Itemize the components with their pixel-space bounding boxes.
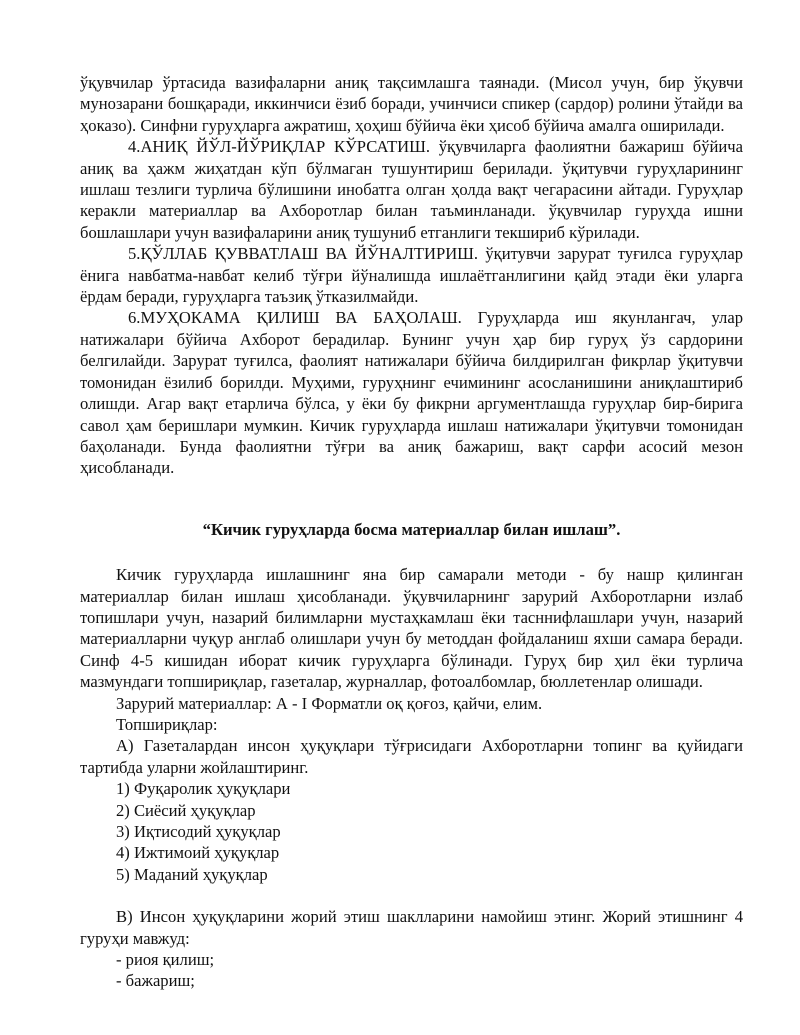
task-a: А) Газеталардан инсон ҳуқуқлари тўғрисидаги Ахборотларни топинг ва қуйидаги тартибда уларни жойлаштиринг. bbox=[80, 736, 743, 777]
paragraph-step-4: 4.АНИҚ ЙЎЛ-ЙЎРИҚЛАР КЎРСАТИШ. ўқувчиларга фаолиятни бажариш бўйича аниқ ва ҳажм жиҳатдан кўп бўлмаган тушунтириш берилади. ўқитувчи гуруҳларининг ишлаш тезлиги турлича бўлишини инобатга олган ҳолда вақт чегарасини айтади. Гуруҳлар керакли материаллар ва Ахборотлар билан таъминланади. ўқувчилар гуруҳда ишни бошлашлари учун вазифаларини аниқ тушуниб етганлиги текшириб кўрилади. bbox=[80, 137, 743, 242]
paragraph-intro: ўқувчилар ўртасида вазифаларни аниқ тақсимлашга таянади. (Мисол учун, бир ўқувчи мунозарани бошқаради, иккинчиси ёзиб боради, учинчиси спикер (сардор) ролини ўтайди ва ҳоказо). Синфни гуруҳларга ажратиш, ҳоҳиш бўйича ёки ҳисоб бўйича амалга оширилади. bbox=[80, 73, 743, 135]
blank-line bbox=[80, 885, 743, 906]
paragraph-step-5: 5.ҚЎЛЛАБ ҚУВВАТЛАШ ВА ЙЎНАЛТИРИШ. ўқитувчи зарурат туғилса гуруҳлар ёнига навбатма-навбат келиб тўғри йўналишда ишлаётганлигини қайд этади ёки уларга ёрдам беради, гуруҳларга таъзиқ ўтказилмайди. bbox=[80, 244, 743, 307]
paragraph-step-6: 6.МУҲОКАМА ҚИЛИШ ВА БАҲОЛАШ. Гуруҳларда иш якунлангач, улар натижалари бўйича Ахборот берадилар. Бунинг учун ҳар бир гуруҳ ўз сардорини белгилайди. Зарурат туғилса, фаолият натижалари бўйича билдирилган фикрлар ўқитувчи томонидан ёзилиб борилди. Муҳими, гуруҳнинг ечимининг асосланишини аниқлаштириб олишди. Агар вақт етарлича бўлса, у ёки бу фикрни аргументлашда гуруҳлар бир-бирига савол ҳам беришлари мумкин. Кичик гуруҳларда ишлаш натижалари ўқитувчи томонидан баҳоланади. Бунда фаолиятни тўғри ва аниқ бажариш, вақт сарфи асосий мезон ҳисобланади. bbox=[80, 308, 743, 478]
list-item: 1) Фуқаролик ҳуқуқлари bbox=[116, 779, 291, 799]
task-b: B) Инсон ҳуқуқларини жорий этиш шаклларини намойиш этинг. Жорий этишнинг 4 гуруҳи мавжуд: bbox=[80, 907, 743, 948]
dash-item: - бажариш; bbox=[116, 971, 195, 991]
dash-item: - риоя қилиш; bbox=[116, 950, 215, 970]
materials-line: Зарурий материаллар: А - I Форматли оқ қоғоз, қайчи, елим. bbox=[116, 693, 543, 713]
paragraph-method: Кичик гуруҳларда ишлашнинг яна бир самарали методи - бу нашр қилинган материаллар билан ишлаш ҳисобланади. ўқувчиларнинг зарурий Ахборотларни излаб топишлари учун, назарий билимларни мустаҳкамлаш ёки тасннифлашлари учун, назарий материалларни чуқур англаб олишлари учун бу методдан фойдаланиш яхши самара беради. Синф 4-5 кишидан иборат кичик гуруҳларга бўлинади. Гуруҳ бир ҳил ёки турлича мазмундаги топшириқлар, газеталар, журналлар, фотоалбомлар, бюллетенлар олишади. bbox=[80, 565, 743, 692]
list-item: 5) Маданий ҳуқуқлар bbox=[116, 864, 268, 884]
list-item: 4) Ижтимоий ҳуқуқлар bbox=[116, 843, 280, 863]
section-title: “Кичик гуруҳларда босма материаллар билан ишлаш”. bbox=[202, 519, 621, 539]
tasks-heading: Топшириқлар: bbox=[116, 714, 218, 734]
list-item: 3) Иқтисодий ҳуқуқлар bbox=[116, 822, 281, 841]
document-page bbox=[80, 72, 743, 992]
list-item: 2) Сиёсий ҳуқуқлар bbox=[116, 800, 256, 820]
